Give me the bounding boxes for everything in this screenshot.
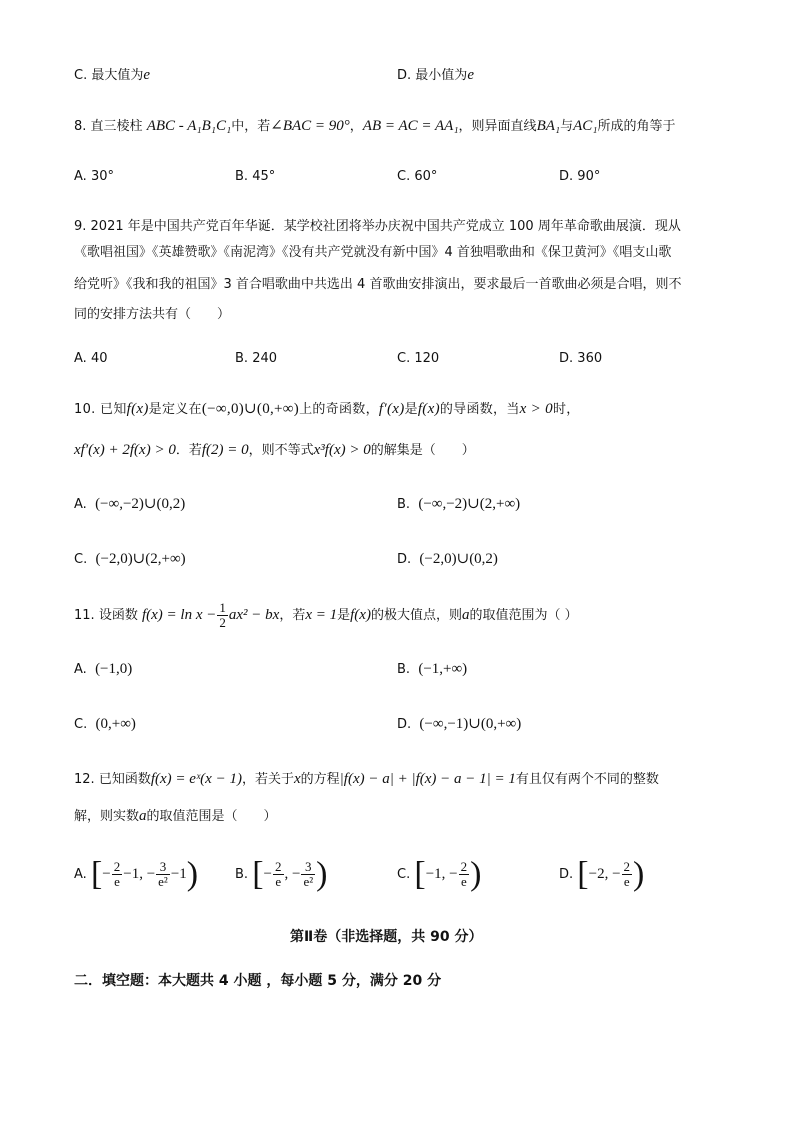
stem-text: 是定义在 xyxy=(148,402,202,417)
option-value: (−∞,−2)∪(0,2) xyxy=(95,496,186,512)
option-value: 30° xyxy=(90,169,114,184)
fraction-denominator: e xyxy=(273,874,284,889)
math-condition: x = 1 xyxy=(305,607,338,623)
math-domain: (−∞,0)∪(0,+∞) xyxy=(201,401,300,417)
option-label: D. xyxy=(559,169,574,184)
stem-text: 时， xyxy=(552,402,580,417)
math-func: f(x) = ln x − xyxy=(141,607,217,623)
stem-text: 的方程 xyxy=(300,772,340,787)
math-line: BA₁ xyxy=(536,118,561,134)
option-label: B. xyxy=(397,662,411,677)
q10-option-b xyxy=(397,495,520,514)
math-variable: a xyxy=(461,607,470,623)
stem-text: 的取值范围为（ ） xyxy=(469,608,578,623)
math-inequality: x³f(x) > 0 xyxy=(313,442,371,458)
fraction-denominator: e² xyxy=(158,874,168,889)
stem-text: 有且仅有两个不同的整数 xyxy=(515,772,659,787)
q12-option-b: B. [− $\frac{2}{e}$ , − $\frac{3}{\text{e²}}$ ) xyxy=(235,855,328,893)
stem-text: 已知 xyxy=(100,402,127,417)
fraction xyxy=(273,860,284,889)
option-text: 最大值为 xyxy=(91,68,144,83)
fraction-denominator: e xyxy=(459,874,470,889)
math-derivative: f′(x) xyxy=(378,401,405,417)
stem-text: 直三棱柱 xyxy=(90,119,143,134)
option-math: e xyxy=(143,67,151,83)
option-value: (−2,0)∪(2,+∞) xyxy=(95,551,186,567)
stem-text: 所成的角等于 xyxy=(597,119,676,134)
stem-text: ，若关于 xyxy=(241,772,294,787)
option-label: D. xyxy=(397,68,412,83)
math-variable: x xyxy=(293,771,301,787)
question-number: 10. xyxy=(74,402,96,417)
fraction-denominator: e xyxy=(622,874,633,889)
math-angle: ∠BAC = 90° xyxy=(270,118,350,134)
stem-text: 的取值范围是（ ） xyxy=(146,809,277,824)
math-func: f(x) xyxy=(126,401,149,417)
math-equal-edges: AB = AC = AA₁ xyxy=(362,118,459,134)
option-value: 45° xyxy=(252,169,276,184)
math-text: −2, − xyxy=(588,866,621,882)
q8-option-a xyxy=(74,168,114,186)
q9-option-c xyxy=(397,350,439,368)
option-value: (−2,0)∪(0,2) xyxy=(419,551,498,567)
stem-text: 上的奇函数， xyxy=(299,402,379,417)
option-value: 40 xyxy=(90,351,108,366)
option-label: A. xyxy=(74,662,87,677)
math-condition: f(2) = 0 xyxy=(201,442,249,458)
option-label: D. xyxy=(397,552,412,567)
q9-option-a xyxy=(74,350,107,368)
option-label: B. xyxy=(397,497,411,512)
fraction-numerator: 2 xyxy=(460,859,468,874)
stem-text: 是 xyxy=(404,402,418,417)
stem-text: 中，若 xyxy=(231,119,271,134)
option-value: (−1,0) xyxy=(95,661,133,677)
q12-line-2 xyxy=(74,807,277,826)
option-label: B. xyxy=(235,867,249,882)
option-label: C. xyxy=(397,351,411,366)
option-label: A. xyxy=(74,867,87,882)
option-label: D. xyxy=(559,351,574,366)
option-label: C. xyxy=(74,68,88,83)
q9-option-b xyxy=(235,350,277,368)
math-text: −1, − xyxy=(425,866,458,882)
q9-line-2: 《歌唱祖国》《英雄赞歌》《南泥湾》《没有共产党就没有新中国》4 首独唱歌曲和《保卫黄河》《唱支山歌 xyxy=(74,245,672,260)
fraction xyxy=(156,860,170,889)
option-label: A. xyxy=(74,351,87,366)
fraction xyxy=(301,860,315,889)
q8-option-d xyxy=(559,168,600,186)
q8-option-b xyxy=(235,168,275,186)
stem-text: 的解集是（ ） xyxy=(370,443,475,458)
fraction-denominator: e xyxy=(112,874,123,889)
q11-option-c xyxy=(74,715,136,734)
stem-text: 是 xyxy=(337,608,351,623)
q9-option-d xyxy=(559,350,602,368)
q10-option-c xyxy=(74,550,186,569)
option-label: B. xyxy=(235,169,249,184)
math-line: AC₁ xyxy=(573,118,598,134)
math-inequality: xf′(x) + 2f(x) > 0 xyxy=(74,442,176,458)
q7-option-d xyxy=(397,66,474,85)
stem-text: 的极大值点，则 xyxy=(370,608,462,623)
fraction-denominator: 2 xyxy=(219,615,226,630)
option-value: (−1,+∞) xyxy=(418,661,468,677)
q10-line-1 xyxy=(74,400,580,419)
q12-option-a: A. [− $\frac{2}{e}$ −1, − $\frac{3}{\text{e²}}$ −1) xyxy=(74,855,199,893)
stem-text: 的导函数，当 xyxy=(439,402,520,417)
math-condition: x > 0 xyxy=(519,401,553,417)
option-label: D. xyxy=(559,867,574,882)
option-text: 最小值为 xyxy=(415,68,468,83)
fraction xyxy=(622,860,633,889)
stem-text: ，则异面直线 xyxy=(458,119,537,134)
math-variable: a xyxy=(139,808,147,824)
stem-text: 与 xyxy=(560,119,574,134)
option-label: C. xyxy=(397,867,411,882)
fraction-numerator: 3 xyxy=(159,859,167,874)
q11-option-b xyxy=(397,660,467,679)
stem-text: 已知函数 xyxy=(98,772,151,787)
q12-line-1 xyxy=(74,770,659,789)
q10-line-2 xyxy=(74,441,475,460)
option-value: 90° xyxy=(577,169,601,184)
option-value: (0,+∞) xyxy=(95,716,136,732)
q9-line-1: 9. 2021 年是中国共产党百年华诞．某学校社团将举办庆祝中国共产党成立 100 周年革命歌曲展演．现从 xyxy=(74,219,681,234)
math-func: f(x) xyxy=(417,401,440,417)
stem-text: 设函数 xyxy=(98,608,138,623)
math-func: ax² − bx xyxy=(228,607,280,623)
fraction-numerator: 1 xyxy=(219,600,226,615)
q9-line-3: 给党听》《我和我的祖国》3 首合唱歌曲中共选出 4 首歌曲安排演出，要求最后一首歌曲必须是合唱，则不 xyxy=(74,277,682,292)
option-math: e xyxy=(467,67,474,83)
option-value: (−∞,−1)∪(0,+∞) xyxy=(419,716,522,732)
q10-option-a xyxy=(74,495,185,514)
question-number: 11. xyxy=(74,608,95,623)
q10-option-d xyxy=(397,550,498,569)
q11-stem xyxy=(74,597,578,634)
option-value: 120 xyxy=(414,351,440,366)
stem-text: ，若 xyxy=(279,608,306,623)
q8-stem xyxy=(74,117,676,136)
stem-text: ．若 xyxy=(175,443,202,458)
q11-option-a xyxy=(74,660,132,679)
option-label: A. xyxy=(74,497,87,512)
stem-text: ， xyxy=(349,119,363,134)
math-text: −1, − xyxy=(123,866,156,882)
q7-option-c xyxy=(74,66,150,85)
fraction xyxy=(112,860,123,889)
math-equation: |f(x) − a| + |f(x) − a − 1| = 1 xyxy=(339,771,516,787)
q11-option-d xyxy=(397,715,521,734)
math-func: f(x) = eˣ(x − 1) xyxy=(150,771,242,787)
fraction-numerator: 2 xyxy=(275,859,282,874)
fraction-denominator: e² xyxy=(303,874,314,889)
math-text: −1 xyxy=(170,866,187,882)
question-number: 12. xyxy=(74,772,95,787)
option-value: (−∞,−2)∪(2,+∞) xyxy=(418,496,521,512)
fraction-numerator: 3 xyxy=(305,859,312,874)
option-label: A. xyxy=(74,169,87,184)
option-value: 240 xyxy=(252,351,278,366)
question-number: 8. xyxy=(74,119,87,134)
q9-line-4: 同的安排方法共有（ ） xyxy=(74,307,231,322)
math-prism: ABC - A₁B₁C₁ xyxy=(146,118,232,134)
q12-option-d: D. [−2, − $\frac{2}{e}$ ) xyxy=(559,855,645,893)
part-heading: 二．填空题：本大题共 4 小题 ，每小题 5 分，满分 20 分 xyxy=(74,973,442,989)
math-func: f(x) xyxy=(350,607,371,623)
option-value: 60° xyxy=(414,169,438,184)
option-label: D. xyxy=(397,717,412,732)
fraction xyxy=(459,860,470,889)
fraction xyxy=(217,601,228,630)
q8-option-c xyxy=(397,168,437,186)
option-label: C. xyxy=(74,717,88,732)
option-label: B. xyxy=(235,351,249,366)
section-title: 第Ⅱ卷（非选择题，共 90 分） xyxy=(290,929,483,945)
option-label: C. xyxy=(397,169,411,184)
fraction-numerator: 2 xyxy=(113,859,121,874)
stem-text: ，则不等式 xyxy=(248,443,314,458)
option-value: 360 xyxy=(577,351,603,366)
q12-option-c: C. [−1, − $\frac{2}{e}$ ) xyxy=(397,855,482,893)
option-label: C. xyxy=(74,552,88,567)
fraction-numerator: 2 xyxy=(623,859,631,874)
stem-text: 解，则实数 xyxy=(74,809,140,824)
